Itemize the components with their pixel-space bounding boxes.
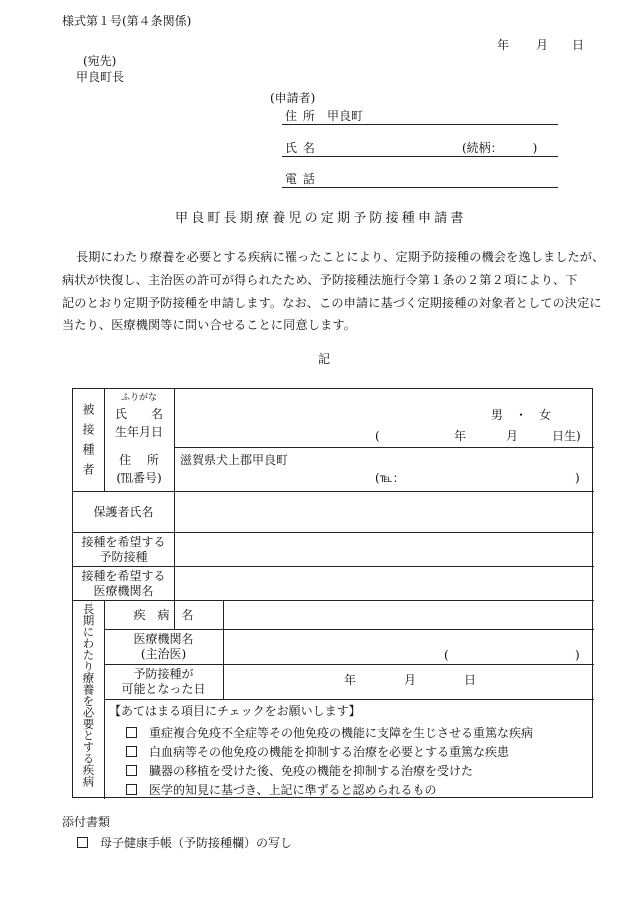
body-line: 長期にわたり療養を必要とする疾病に罹ったことにより、定期予防接種の機会を逸しましたが、 — [76, 250, 605, 264]
attachment-item-label: 母子健康手帳（予防接種欄）の写し — [100, 836, 293, 850]
clinic-label-1: 接種を希望する — [81, 569, 166, 583]
possible-month: 月 — [404, 673, 417, 687]
date-month: 月 — [536, 38, 549, 52]
disease-label: 疾 病 名 — [133, 608, 194, 622]
table-rule — [73, 566, 594, 567]
doctor-close: ) — [575, 648, 580, 662]
possible-day: 日 — [464, 673, 477, 687]
applicant-address-line — [282, 124, 558, 125]
applicant-phone-label: 電 話 — [285, 172, 316, 186]
check-item[interactable] — [126, 743, 509, 760]
body-line: 病状が快復し、主治医の許可が得られたため、予防接種法施行令第１条の２第２項により、下 — [62, 273, 578, 287]
body-line: 当たり、医療機関等に問い合せることに同意します。 — [62, 318, 356, 332]
table-rule — [73, 491, 594, 492]
possible-label-2: 可能となった日 — [121, 682, 206, 696]
checkbox-icon[interactable] — [126, 765, 137, 776]
document-title: 甲良町長期療養児の定期予防接種申請書 — [175, 211, 467, 226]
form-number: 様式第１号(第４条関係) — [62, 14, 192, 28]
check-item[interactable] — [126, 724, 533, 741]
applicant-relation: (続柄： ) — [462, 141, 538, 155]
check-item-label: 医学的知見に基づき、上記に準ずると認められるもの — [149, 783, 437, 797]
possible-year: 年 — [344, 673, 357, 687]
gender-options[interactable]: 男 ・ 女 — [491, 408, 552, 422]
illness-vertical-label: 長期にわたり療養を必要とする疾病 — [81, 603, 96, 787]
birth-year: 年 — [454, 429, 467, 443]
attachment-item[interactable] — [77, 836, 292, 850]
tel-value: (℡： — [375, 471, 405, 485]
table-rule — [104, 664, 594, 665]
check-item-label: 臓器の移植を受けた後、免疫の機能を抑制する治療を受けた — [149, 764, 474, 778]
addressee-label: (宛先) — [83, 54, 117, 68]
attachments-label: 添付書類 — [62, 815, 111, 829]
applicant-address-value: 甲良町 — [327, 109, 364, 123]
applicant-name-label: 氏 名 — [285, 141, 316, 155]
check-item-label: 重症複合免疫不全症等その他免疫の機能に支障を生じさせる重篤な疾病 — [149, 726, 534, 740]
ki-mark: 記 — [318, 352, 331, 366]
checkbox-icon[interactable] — [126, 784, 137, 795]
guardian-label: 保護者氏名 — [93, 505, 154, 519]
checkbox-icon[interactable] — [126, 746, 137, 757]
birth-day: 日生) — [552, 429, 581, 443]
applicant-name-line — [282, 156, 558, 157]
date-day: 日 — [572, 38, 585, 52]
check-item-label: 白血病等その他免疫の機能を抑制する治療を必要とする重篤な疾患 — [149, 745, 510, 759]
vaccine-label-2: 予防接種 — [99, 550, 148, 564]
application-form-table — [72, 388, 593, 798]
applicant-address-label: 住 所 — [285, 109, 316, 123]
table-rule — [104, 600, 105, 799]
applicant-phone-line — [282, 187, 558, 188]
addressee: 甲良町長 — [76, 70, 125, 84]
check-item[interactable] — [126, 781, 437, 798]
tel-close: ) — [575, 471, 580, 485]
doctor-label-2: (主治医) — [140, 647, 187, 661]
table-rule — [73, 600, 594, 601]
birth-open: ( — [375, 429, 380, 443]
tel-label: (℡番号) — [116, 471, 162, 485]
table-rule — [104, 699, 594, 700]
birth-month: 月 — [506, 429, 519, 443]
recipient-vertical-label: 被接種者 — [81, 403, 95, 483]
body-line: 記のとおり定期予防接種を申請します。なお、この申請に基づく定期接種の対象者としての決定に — [62, 296, 602, 310]
furigana-label: ふりがな — [120, 393, 157, 403]
table-rule — [223, 600, 224, 699]
table-rule — [104, 629, 594, 630]
address-value: 滋賀県犬上郡甲良町 — [180, 453, 289, 467]
table-rule — [174, 389, 175, 629]
vaccine-label-1: 接種を希望する — [81, 535, 166, 549]
applicant-label: (申請者) — [270, 91, 316, 105]
doctor-open: ( — [444, 648, 449, 662]
table-rule — [174, 447, 594, 448]
doctor-label-1: 医療機関名 — [133, 632, 194, 646]
check-heading: 【あてはまる項目にチェックをお願いします】 — [109, 704, 361, 718]
address-label: 住 所 — [119, 453, 159, 467]
checkbox-icon[interactable] — [126, 727, 137, 738]
name-label: 氏 名 — [114, 407, 163, 421]
clinic-label-2: 医療機関名 — [93, 584, 154, 598]
check-item[interactable] — [126, 762, 473, 779]
birth-label: 生年月日 — [114, 425, 163, 439]
table-rule — [73, 532, 594, 533]
checkbox-icon[interactable] — [77, 837, 88, 848]
date-year: 年 — [497, 38, 510, 52]
possible-label-1: 予防接種が — [133, 667, 194, 681]
